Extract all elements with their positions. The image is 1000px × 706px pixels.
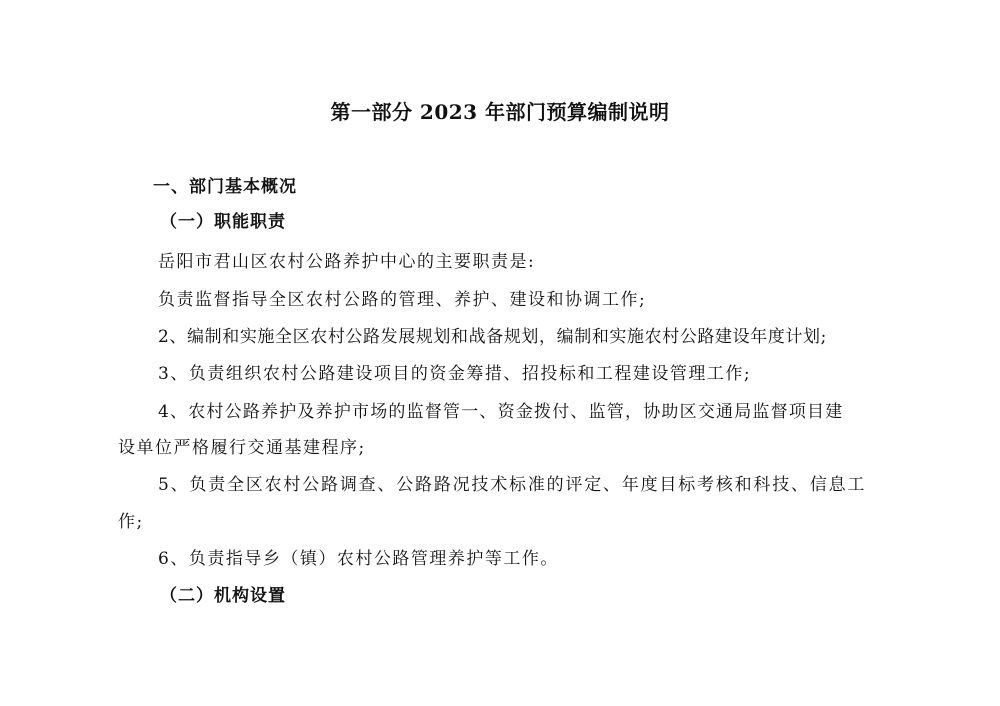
paragraph-duty-3: 3、负责组织农村公路建设项目的资金筹措、招投标和工程建设管理工作; [158,364,752,384]
paragraph-duty-5-line-2: 作; [118,512,144,532]
paragraph-duty-5-line-1: 5、负责全区农村公路调查、公路路况技术标准的评定、年度目标考核和科技、信息工 [158,475,867,495]
subsection-heading-organization: （二）机构设置 [160,586,286,606]
section-heading-basic-overview: 一、部门基本概况 [153,177,297,197]
paragraph-duty-4-line-1: 4、农村公路养护及养护市场的监督管一、资金拨付、监管，协助区交通局监督项目建 [158,402,844,422]
paragraph-duty-2: 2、编制和实施全区农村公路发展规划和战备规划，编制和实施农村公路建设年度计划; [158,327,827,347]
paragraph-duty-1: 负责监督指导全区农村公路的管理、养护、建设和协调工作; [158,290,647,310]
paragraph-duty-4-line-2: 设单位严格履行交通基建程序; [118,438,366,458]
subsection-heading-duties: （一）职能职责 [160,212,286,232]
page-title: 第一部分 2023 年部门预算编制说明 [330,100,670,124]
paragraph-duty-6: 6、负责指导乡（镇）农村公路管理养护等工作。 [158,549,559,569]
paragraph-intro: 岳阳市君山区农村公路养护中心的主要职责是: [158,252,536,272]
